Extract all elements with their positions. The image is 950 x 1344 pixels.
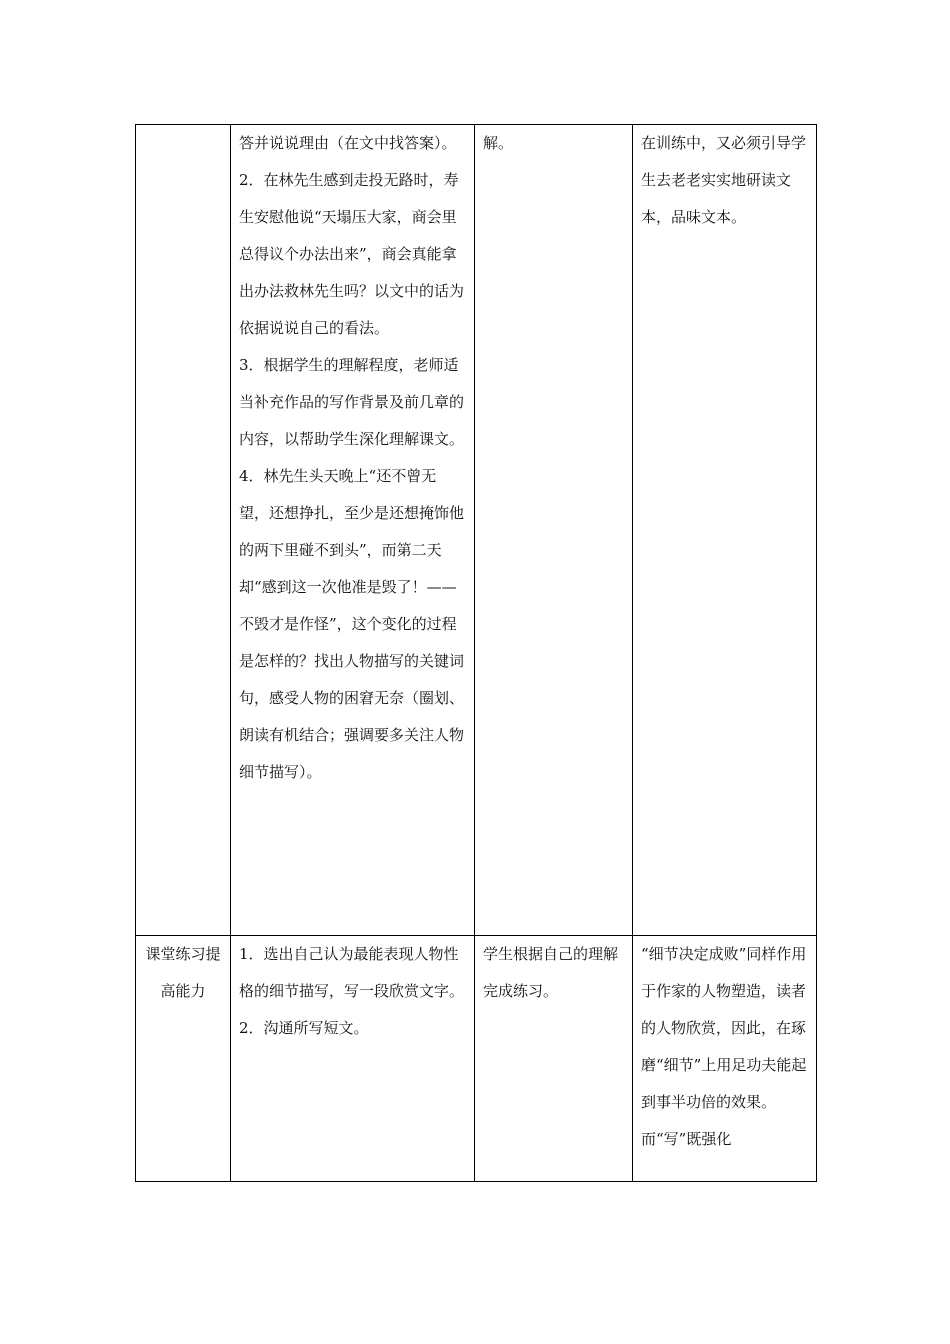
lesson-plan-table <box>135 124 817 1182</box>
content-item: 1．选出自己认为最能表现人物性格的细节描写，写一段欣赏文字。 <box>239 945 465 1000</box>
section-cell: 课堂练习提高能力 <box>136 936 231 1182</box>
content-item: 答并说说理由（在文中找答案）。 <box>239 134 457 152</box>
teaching-content-cell <box>231 936 475 1182</box>
content-item: 2．在林先生感到走投无路时，寿生安慰他说“天塌压大家，商会里总得议个办法出来”，商会真能拿出办法救林先生吗？以文中的话为依据说说自己的看法。 <box>239 171 465 337</box>
design-intent-cell: “细节决定成败”同样作用于作家的人物塑造，读者的人物欣赏，因此，在琢磨“细节”上用足功夫能起到事半功倍的效果。而“写”既强化 <box>633 936 817 1182</box>
content-item: 2．沟通所写短文。 <box>239 1019 369 1037</box>
content-item: 3．根据学生的理解程度，老师适当补充作品的写作背景及前几章的内容，以帮助学生深化理解课文。 <box>239 356 465 448</box>
teaching-content-cell <box>231 125 475 936</box>
table-row <box>136 125 817 936</box>
design-intent-cell: 在训练中，又必须引导学生去老老实实地研读文本，品味文本。 <box>633 125 817 936</box>
student-activity-cell: 解。 <box>475 125 633 936</box>
section-cell <box>136 125 231 936</box>
content-item: 4．林先生头天晚上“还不曾无望，还想挣扎，至少是还想掩饰他的两下里碰不到头”，而第二天却“感到这一次他准是毁了！——不毁才是作怪”，这个变化的过程是怎样的？找出人物描写的关键词句，感受人物的困窘无奈（圈划、朗读有机结合；强调要多关注人物细节描写）。 <box>239 467 465 781</box>
table-row <box>136 936 817 1182</box>
student-activity-cell: 学生根据自己的理解完成练习。 <box>475 936 633 1182</box>
